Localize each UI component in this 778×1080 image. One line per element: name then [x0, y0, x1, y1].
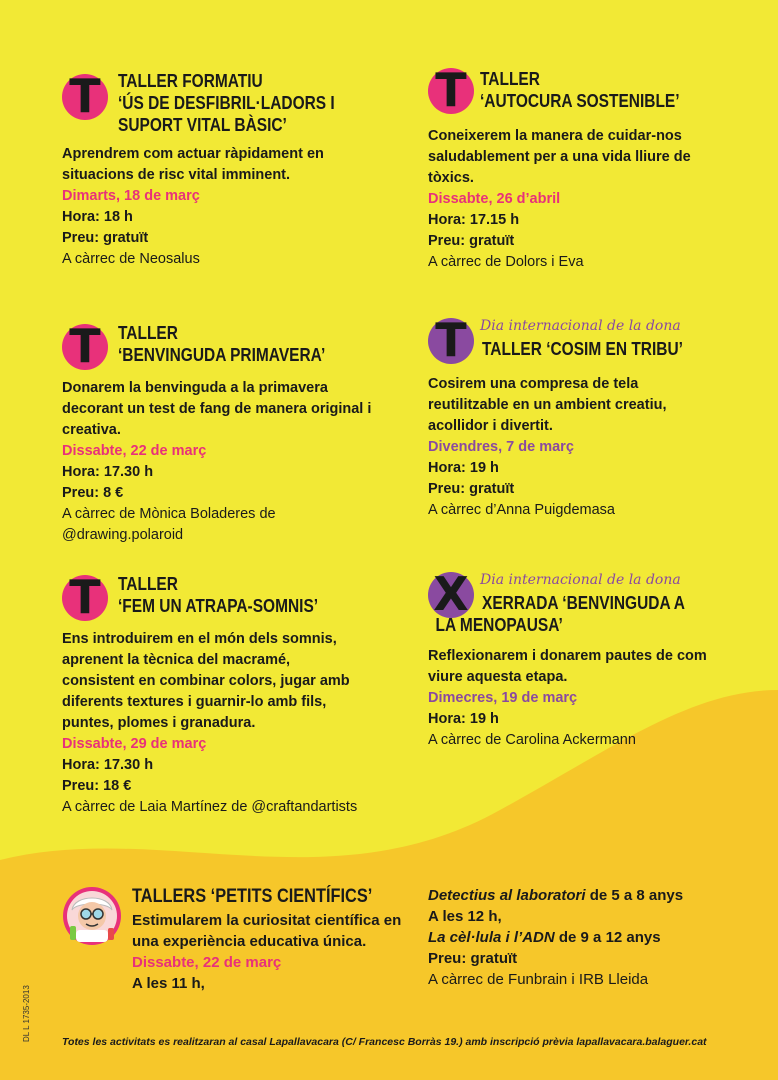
legal-deposit: DL L 1735-2013 — [22, 985, 31, 1042]
event-price: Preu: 8 € — [62, 485, 124, 501]
event-price: Preu: gratuït — [428, 481, 515, 497]
event-credit: A càrrec d’Anna Puigdemasa — [428, 502, 615, 518]
event-credit: A càrrec de Carolina Ackermann — [428, 732, 636, 748]
event-desfibril — [62, 70, 392, 270]
event-credit: A càrrec de Laia Martínez de @craftandartists — [62, 799, 358, 815]
event-tag: Dia internacional de la dona — [480, 572, 681, 588]
event-date: Dissabte, 26 d’abril — [428, 191, 561, 207]
event-menopausa — [428, 567, 758, 751]
letter-x-icon: X — [428, 572, 474, 618]
event-cosim-tribu — [428, 313, 758, 521]
science-sessions — [428, 885, 758, 990]
event-body: Reflexionarem i donarem pautes de com viure aquesta etapa. Dimecres, 19 de març Hora: 19 h A càrrec de Carolina Ackermann — [428, 646, 758, 751]
event-date: Dissabte, 22 de març — [132, 954, 282, 971]
event-time: Hora: 19 h — [428, 460, 499, 476]
letter-t-icon: T — [62, 324, 108, 370]
session-age: de 5 a 8 anys — [585, 887, 684, 904]
event-date: Dissabte, 29 de març — [62, 736, 207, 752]
event-title: TALLER ‘AUTOCURA SOSTENIBLE’ — [480, 69, 680, 111]
event-body: Estimularem la curiositat científica en una experiència educativa única. Dissabte, 22 de març A les 11 h, — [132, 910, 422, 994]
event-time: Hora: 17.15 h — [428, 212, 520, 228]
event-credit: A càrrec de Mònica Boladeres de @drawing.polaroid — [62, 506, 276, 543]
session-age: de 9 a 12 anys — [554, 929, 661, 946]
session-name: La cèl·lula i l’ADN — [428, 929, 555, 946]
event-date: Dimarts, 18 de març — [62, 188, 200, 204]
event-atrapa-somnis — [62, 570, 392, 818]
event-primavera — [62, 319, 392, 546]
event-time: Hora: 19 h — [428, 711, 499, 727]
event-credit: A càrrec de Dolors i Eva — [428, 254, 584, 270]
event-price: Preu: gratuït — [62, 230, 149, 246]
event-time: Hora: 18 h — [62, 209, 133, 225]
event-date: Dissabte, 22 de març — [62, 443, 207, 459]
event-price: Preu: gratuït — [428, 233, 515, 249]
letter-t-icon: T — [428, 318, 474, 364]
event-body: Donarem la benvinguda a la primavera decorant un test de fang de manera original i creativa. Dissabte, 22 de març Hora: 17.30 h Preu: 8 € A càrrec de Mònica Boladeres de @drawing.polaroid — [62, 378, 392, 546]
event-credit: A càrrec de Funbrain i IRB Lleida — [428, 971, 649, 988]
event-title: XERRADA ‘BENVINGUDA A LA MENOPAUSA’ — [435, 593, 685, 635]
event-title: TALLER ‘FEM UN ATRAPA-SOMNIS’ — [118, 574, 319, 616]
event-body: Coneixerem la manera de cuidar-nos saludablement per a una vida lliure de tòxics. Dissabte, 26 d’abril Hora: 17.15 h Preu: gratuït A càrrec de Dolors i Eva — [428, 126, 758, 273]
event-date: Divendres, 7 de març — [428, 439, 574, 455]
event-time: Hora: 17.30 h — [62, 464, 154, 480]
event-title: TALLER ‘COSIM EN TRIBU’ — [482, 339, 683, 359]
event-petits-cientifics — [62, 880, 422, 994]
letter-t-icon: T — [428, 68, 474, 114]
event-price: Preu: 18 € — [62, 778, 132, 794]
footer-note: Totes les activitats es realitzaran al casal Lapallavacara (C/ Francesc Borràs 19.) amb inscripció prèvia lapallavacara.balaguer.cat — [62, 1036, 707, 1048]
event-credit: A càrrec de Neosalus — [62, 251, 200, 267]
letter-t-icon: T — [62, 74, 108, 120]
event-time: Hora: 17.30 h — [62, 757, 154, 773]
scientist-icon — [62, 886, 122, 946]
event-autocura — [428, 63, 758, 273]
event-tag: Dia internacional de la dona — [480, 318, 681, 334]
event-body: Ens introduirem en el món dels somnis, aprenent la tècnica del macramé, consistent en combinar colors, jugar amb diferents textures i guarnir-lo amb fils, puntes, plomes i granadura. Dissabte, 29 de març Hora: 17.30 h Preu: 18 € A càrrec de Laia Martínez de @craftandartists — [62, 629, 392, 818]
session-name: Detectius al laboratori — [428, 887, 586, 904]
event-date: Dimecres, 19 de març — [428, 690, 578, 706]
event-title: TALLER FORMATIU ‘ÚS DE DESFIBRIL·LADORS I SUPORT VITAL BÀSIC’ — [118, 71, 335, 135]
session-time: A les 12 h, — [428, 908, 502, 925]
letter-t-icon: T — [62, 575, 108, 621]
event-title: TALLER ‘BENVINGUDA PRIMAVERA’ — [118, 323, 326, 365]
event-time: A les 11 h, — [132, 975, 205, 992]
event-price: Preu: gratuït — [428, 950, 518, 967]
event-body: Aprendrem com actuar ràpidament en situacions de risc vital imminent. Dimarts, 18 de març Hora: 18 h Preu: gratuït A càrrec de Neosalus — [62, 144, 392, 270]
event-body: Cosirem una compresa de tela reutilitzable en un ambient creatiu, acollidor i divertit. Divendres, 7 de març Hora: 19 h Preu: gratuït A càrrec d’Anna Puigdemasa — [428, 374, 758, 521]
event-title: TALLERS ‘PETITS CIENTÍFICS’ — [132, 886, 373, 907]
